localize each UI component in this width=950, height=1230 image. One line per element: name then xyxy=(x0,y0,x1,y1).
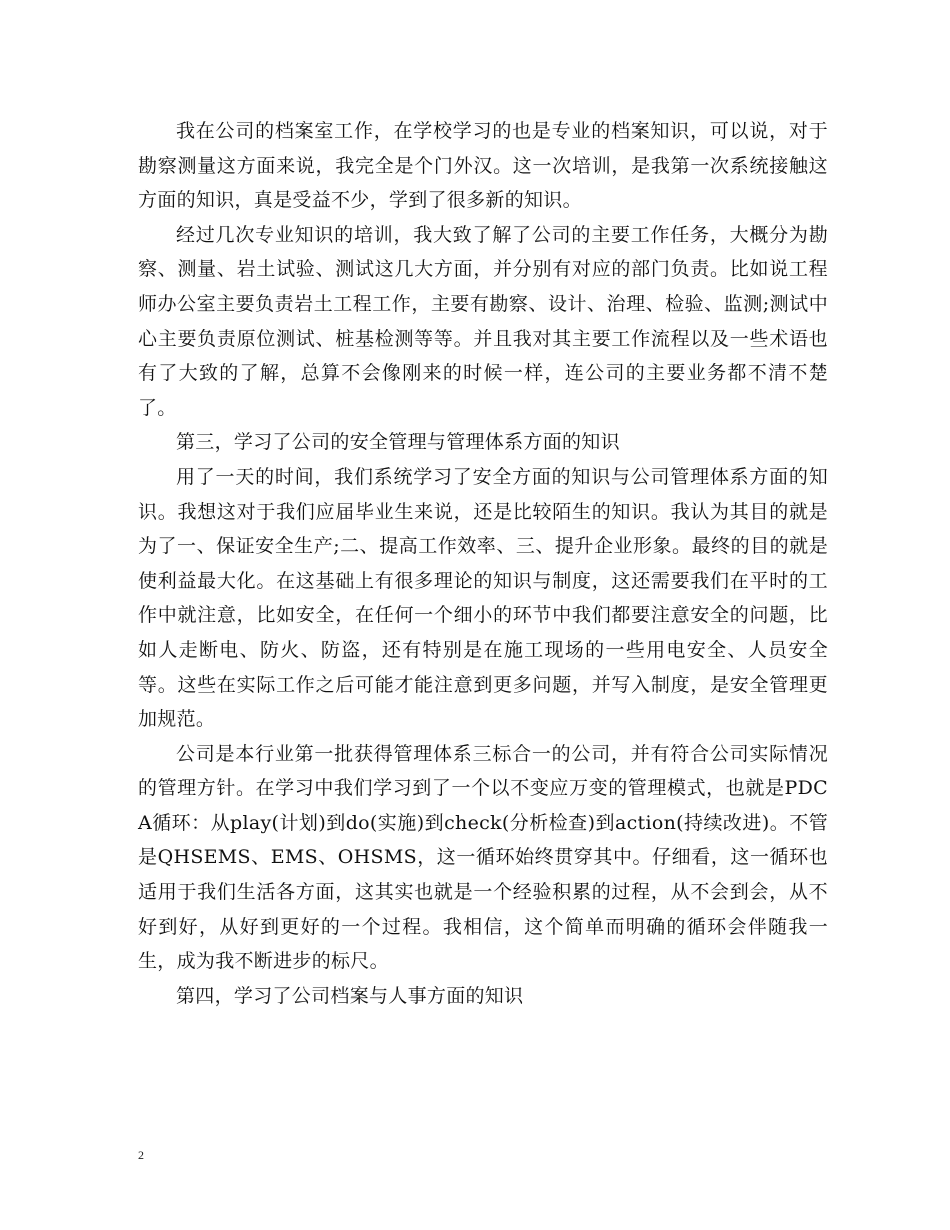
paragraph-archive-work: 我在公司的档案室工作，在学校学习的也是专业的档案知识，可以说，对于勘察测量这方面来说，我完全是个门外汉。这一次培训，是我第一次系统接触这方面的知识，真是受益不少，学到了很多新的知识。 xyxy=(138,120,828,212)
paragraph-pdca-cycle: 公司是本行业第一批获得管理体系三标合一的公司，并有符合公司实际情况的管理方针。在学习中我们学习到了一个以不变应万变的管理模式，也就是PDCA循环：从play(计划)到do(实施)到check(分析检查)到action(持续改进)。不管是QHSEMS、EMS、OHSMS，这一循环始终贯穿其中。仔细看，这一循环也适用于我们生活各方面，这其实也就是一个经验积累的过程，从不会到会，从不好到好，从好到更好的一个过程。我相信，这个简单而明确的循环会伴随我一生，成为我不断进步的标尺。 xyxy=(138,742,828,973)
section-heading-archives: 第四，学习了公司档案与人事方面的知识 xyxy=(176,984,524,1007)
paragraph-company-tasks: 经过几次专业知识的培训，我大致了解了公司的主要工作任务，大概分为勘察、测量、岩土试验、测试这几大方面，并分别有对应的部门负责。比如说工程师办公室主要负责岩土工程工作，主要有勘察、设计、治理、检验、监测;测试中心主要负责原位测试、桩基检测等等。并且我对其主要工作流程以及一些术语也有了大致的了解，总算不会像刚来的时候一样，连公司的主要业务都不清不楚了。 xyxy=(138,223,828,419)
section-heading-safety: 第三，学习了公司的安全管理与管理体系方面的知识 xyxy=(176,431,620,454)
paragraph-safety-management: 用了一天的时间，我们系统学习了安全方面的知识与公司管理体系方面的知识。我想这对于我们应届毕业生来说，还是比较陌生的知识。我认为其目的就是为了一、保证安全生产;二、提高工作效率、三、提升企业形象。最终的目的就是使利益最大化。在这基础上有很多理论的知识与制度，这还需要我们在平时的工作中就注意，比如安全，在任何一个细小的环节中我们都要注意安全的问题，比如人走断电、防火、防盗，还有特别是在施工现场的一些用电安全、人员安全等。这些在实际工作之后可能才能注意到更多问题，并写入制度，是安全管理更加规范。 xyxy=(138,465,828,731)
page-number: 2 xyxy=(138,1148,144,1162)
document-body xyxy=(138,114,828,1013)
